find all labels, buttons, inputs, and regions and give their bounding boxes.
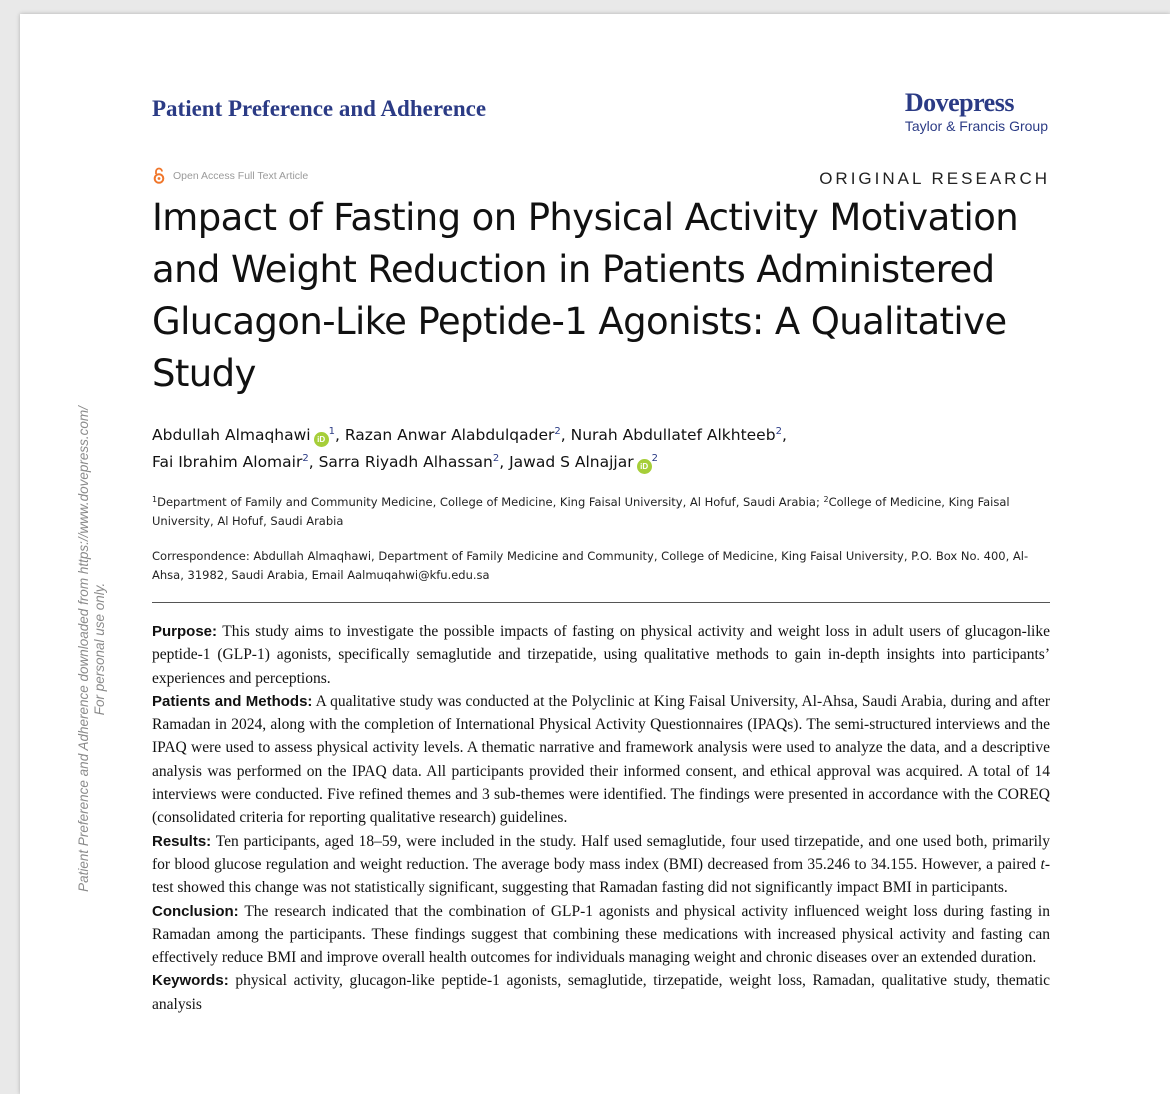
article-type: ORIGINAL RESEARCH: [819, 169, 1050, 188]
download-watermark: [76, 399, 108, 899]
affiliations: $^1$Department of Family and Community Medicine, College of Medicine, King Faisal University, Al Hofuf, Saudi Arabia; $^2$College of Medicine, King Faisal University, Al Hofuf, Saudi Arabia: [152, 495, 1010, 528]
orcid-icon[interactable]: iD: [637, 459, 652, 474]
download-watermark-line1: Patient Preference and Adherence downloaded from https://www.dovepress.com/: [76, 406, 91, 892]
abstract-purpose: Purpose: This study aims to investigate the possible impacts of fasting on physical activity and weight loss in adult users of glucagon-like peptide-1 (GLP-1) agonists, specifically semaglutide and tirzepatide, using qualitative methods to gain in-depth insights into participants’ experiences and perceptions.: [152, 623, 1050, 687]
abstract-methods: Patients and Methods: A qualitative study was conducted at the Polyclinic at King Faisal University, Al-Ahsa, Saudi Arabia, during and after Ramadan in 2024, along with the completion of International Physical Activity Questionnaires (IPAQs). The semi-structured interviews and the IPAQ were used to assess physical activity levels. A thematic narrative and framework analysis were used to analyze the data, and a descriptive analysis was performed on the IPAQ data. All participants provided their informed consent, and ethical approval was acquired. A total of 14 interviews were conducted. Five refined themes and 3 sub-themes were identified. The findings were presented in accordance with the COREQ (consolidated criteria for reporting qualitative research) guidelines.: [152, 692, 1050, 827]
abstract-results: Results: Ten participants, aged 18–59, were included in the study. Half used semaglutide, four used tirzepatide, and one used both, primarily for blood glucose regulation and weight reduction. The average body mass index (BMI) decreased from 35.246 to 34.155. However, a paired t-test showed this change was not statistically significant, suggesting that Ramadan fasting did not significantly impact BMI in participants.: [152, 832, 1050, 897]
author: Abdullah Almaqhawi $iD^1$: [152, 426, 335, 444]
correspondence: Correspondence: Abdullah Almaqhawi, Department of Family Medicine and Community, College of Medicine, King Faisal University, P.O. Box No. 400, Al-Ahsa, 31982, Saudi Arabia, Email Aalmuqahwi@kfu.edu.sa: [152, 549, 1029, 582]
author-list: Abdullah Almaqhawi $iD^1$, Razan Anwar Alabdulqader$^2$, Nurah Abdullatef Alkhteeb$^2$, Fai Ibrahim Alomair$^2$, Sarra Riyadh Alhassan$^2$, Jawad S Alnajjar $iD^2$: [152, 422, 1062, 476]
publisher-name: Dovepress: [904, 88, 1014, 117]
author: Sarra Riyadh Alhassan$^2$: [318, 453, 500, 471]
author: Razan Anwar Alabdulqader$^2$: [344, 426, 561, 444]
journal-name: Patient Preference and Adherence: [152, 96, 487, 121]
author: Nurah Abdullatef Alkhteeb$^2$: [570, 426, 782, 444]
article-title: Impact of Fasting on Physical Activity Motivation and Weight Reduction in Patients Administered Glucagon-Like Peptide-1 Agonists: A Qualitative Study: [152, 196, 1019, 395]
abstract: [152, 620, 1050, 1016]
open-access-lock-icon: [153, 167, 165, 184]
open-access-label: Open Access Full Text Article: [173, 169, 309, 182]
publisher-group: Taylor & Francis Group: [904, 118, 1048, 134]
publisher-logo: [905, 88, 1048, 134]
divider: [152, 602, 1050, 603]
open-access-row: [153, 167, 308, 184]
author: Fai Ibrahim Alomair$^2$: [152, 453, 309, 471]
author: Jawad S Alnajjar $iD^2$: [509, 453, 658, 471]
article-page: [20, 14, 1170, 1094]
abstract-conclusion: Conclusion: The research indicated that the combination of GLP-1 agonists and physical activity influenced weight loss during fasting in Ramadan among the participants. These findings suggest that combining these medications with increased physical activity and fasting can effectively reduce BMI and improve overall health outcomes for individuals managing weight and chronic diseases over an extended duration.: [152, 902, 1050, 967]
orcid-icon[interactable]: iD: [314, 432, 329, 447]
abstract-keywords: Keywords: physical activity, glucagon-like peptide-1 agonists, semaglutide, tirzepatide, weight loss, Ramadan, qualitative study, thematic analysis: [152, 972, 1051, 1013]
download-watermark-line2: For personal use only.: [92, 582, 107, 716]
